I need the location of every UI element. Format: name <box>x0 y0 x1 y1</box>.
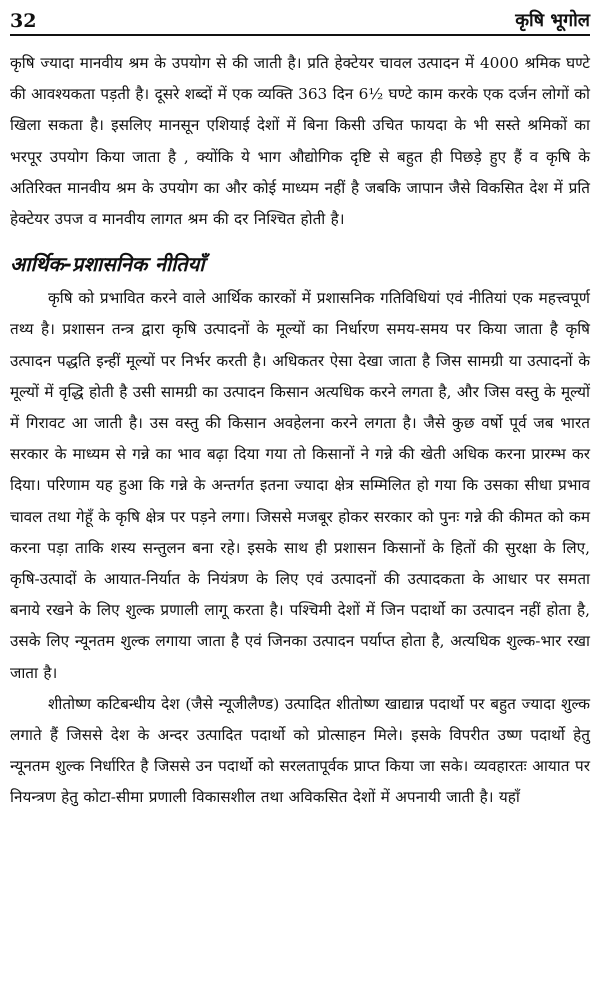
page-body <box>10 48 590 814</box>
paragraph-1: कृषि ज्यादा मानवीय श्रम के उपयोग से की जाती है। प्रति हेक्टेयर चावल उत्पादन में 4000 श्रमिक घण्टे की आवश्यकता पड़ती है। दूसरे शब्दों में एक व्यक्ति 363 दिन 6½ घण्टे काम करके एक दर्जन लोगों को खिला सकता है। इसलिए मानसून एशियाई देशों में बिना किसी उचित फायदा के भी सस्ते श्रमिकों का भरपूर उपयोग किया जाता है , क्योंकि ये भाग औद्योगिक दृष्टि से बहुत ही पिछड़े हुए हैं व कृषि के अतिरिक्त मानवीय श्रम के उपयोग का और कोई माध्यम नहीं है जबकि जापान जैसे विकसित देश में प्रति हेक्टेयर उपज व मानवीय लागत श्रम की दर निश्चित होती है। <box>10 54 590 229</box>
paragraph-2: कृषि को प्रभावित करने वाले आर्थिक कारकों में प्रशासनिक गतिविधियां एवं नीतियां एक महत्त्वपूर्ण तथ्य है। प्रशासन तन्त्र द्वारा कृषि उत्पादनों के मूल्यों का निर्धारण समय-समय पर किया जाता है कृषि उत्पादन पद्धति इन्हीं मूल्यों पर निर्भर करती है। अधिकतर ऐसा देखा जाता है जिस सामग्री या उत्पादनों के मूल्यों में वृद्धि होती है उसी सामग्री का उत्पादन किसान अत्यधिक करने लगता है, और जिस वस्तु के मूल्यों में गिरावट आ जाती है। उस वस्तु की किसान अवहेलना करने लगता है। जैसे कुछ वर्षो पूर्व जब भारत सरकार के माध्यम से गन्ने का भाव बढ़ा दिया गया तो किसानों ने गन्ने की खेती अधिक करना प्रारम्भ कर दिया। परिणाम यह हुआ कि गन्ने के अन्तर्गत इतना ज्यादा क्षेत्र सम्मिलित हो गया कि उसका सीधा प्रभाव चावल तथा गेहूँ के कृषि क्षेत्र पर पड़ने लगा। जिससे मजबूर होकर सरकार को पुनः गन्ने की कीमत को कम करना पड़ा ताकि शस्य सन्तुलन बना रहे। इसके साथ ही प्रशासन किसानों के हितों की सुरक्षा के लिए, कृषि-उत्पादों के आयात-निर्यात के नियंत्रण के लिए एवं उत्पादनों की उत्पादकता के आधार पर समता बनाये रखने के लिए शुल्क प्रणाली लागू करता है। पश्चिमी देशों में जिन पदार्थो का उत्पादन नहीं होता है, उसके लिए न्यूनतम शुल्क लगाया जाता है एवं जिनका उत्पादन पर्याप्त होता है, अत्यधिक शुल्क-भार रखा जाता है। <box>10 289 590 682</box>
section-heading: आर्थिक-प्रशासनिक नीतियाँ <box>10 252 205 277</box>
running-title: कृषि भूगोल <box>515 10 590 31</box>
page-number: 32 <box>10 10 37 32</box>
page-header <box>10 4 590 36</box>
paragraph-3: शीतोष्ण कटिबन्धीय देश (जैसे न्यूजीलैण्ड) उत्पादित शीतोष्ण खाद्यान्न पदार्थो पर बहुत ज्यादा शुल्क लगाते हैं जिससे देश के अन्दर उत्पादित पदार्थो को प्रोत्साहन मिले। इसके विपरीत उष्ण पदार्थो हेतु न्यूनतम शुल्क निर्धारित है जिससे उन पदार्थो को सरलतापूर्वक प्राप्त किया जा सके। व्यवहारतः आयात पर नियन्त्रण हेतु कोटा-सीमा प्रणाली विकासशील तथा अविकसित देशों में अपनायी जाती है। यहाँ <box>10 694 590 807</box>
